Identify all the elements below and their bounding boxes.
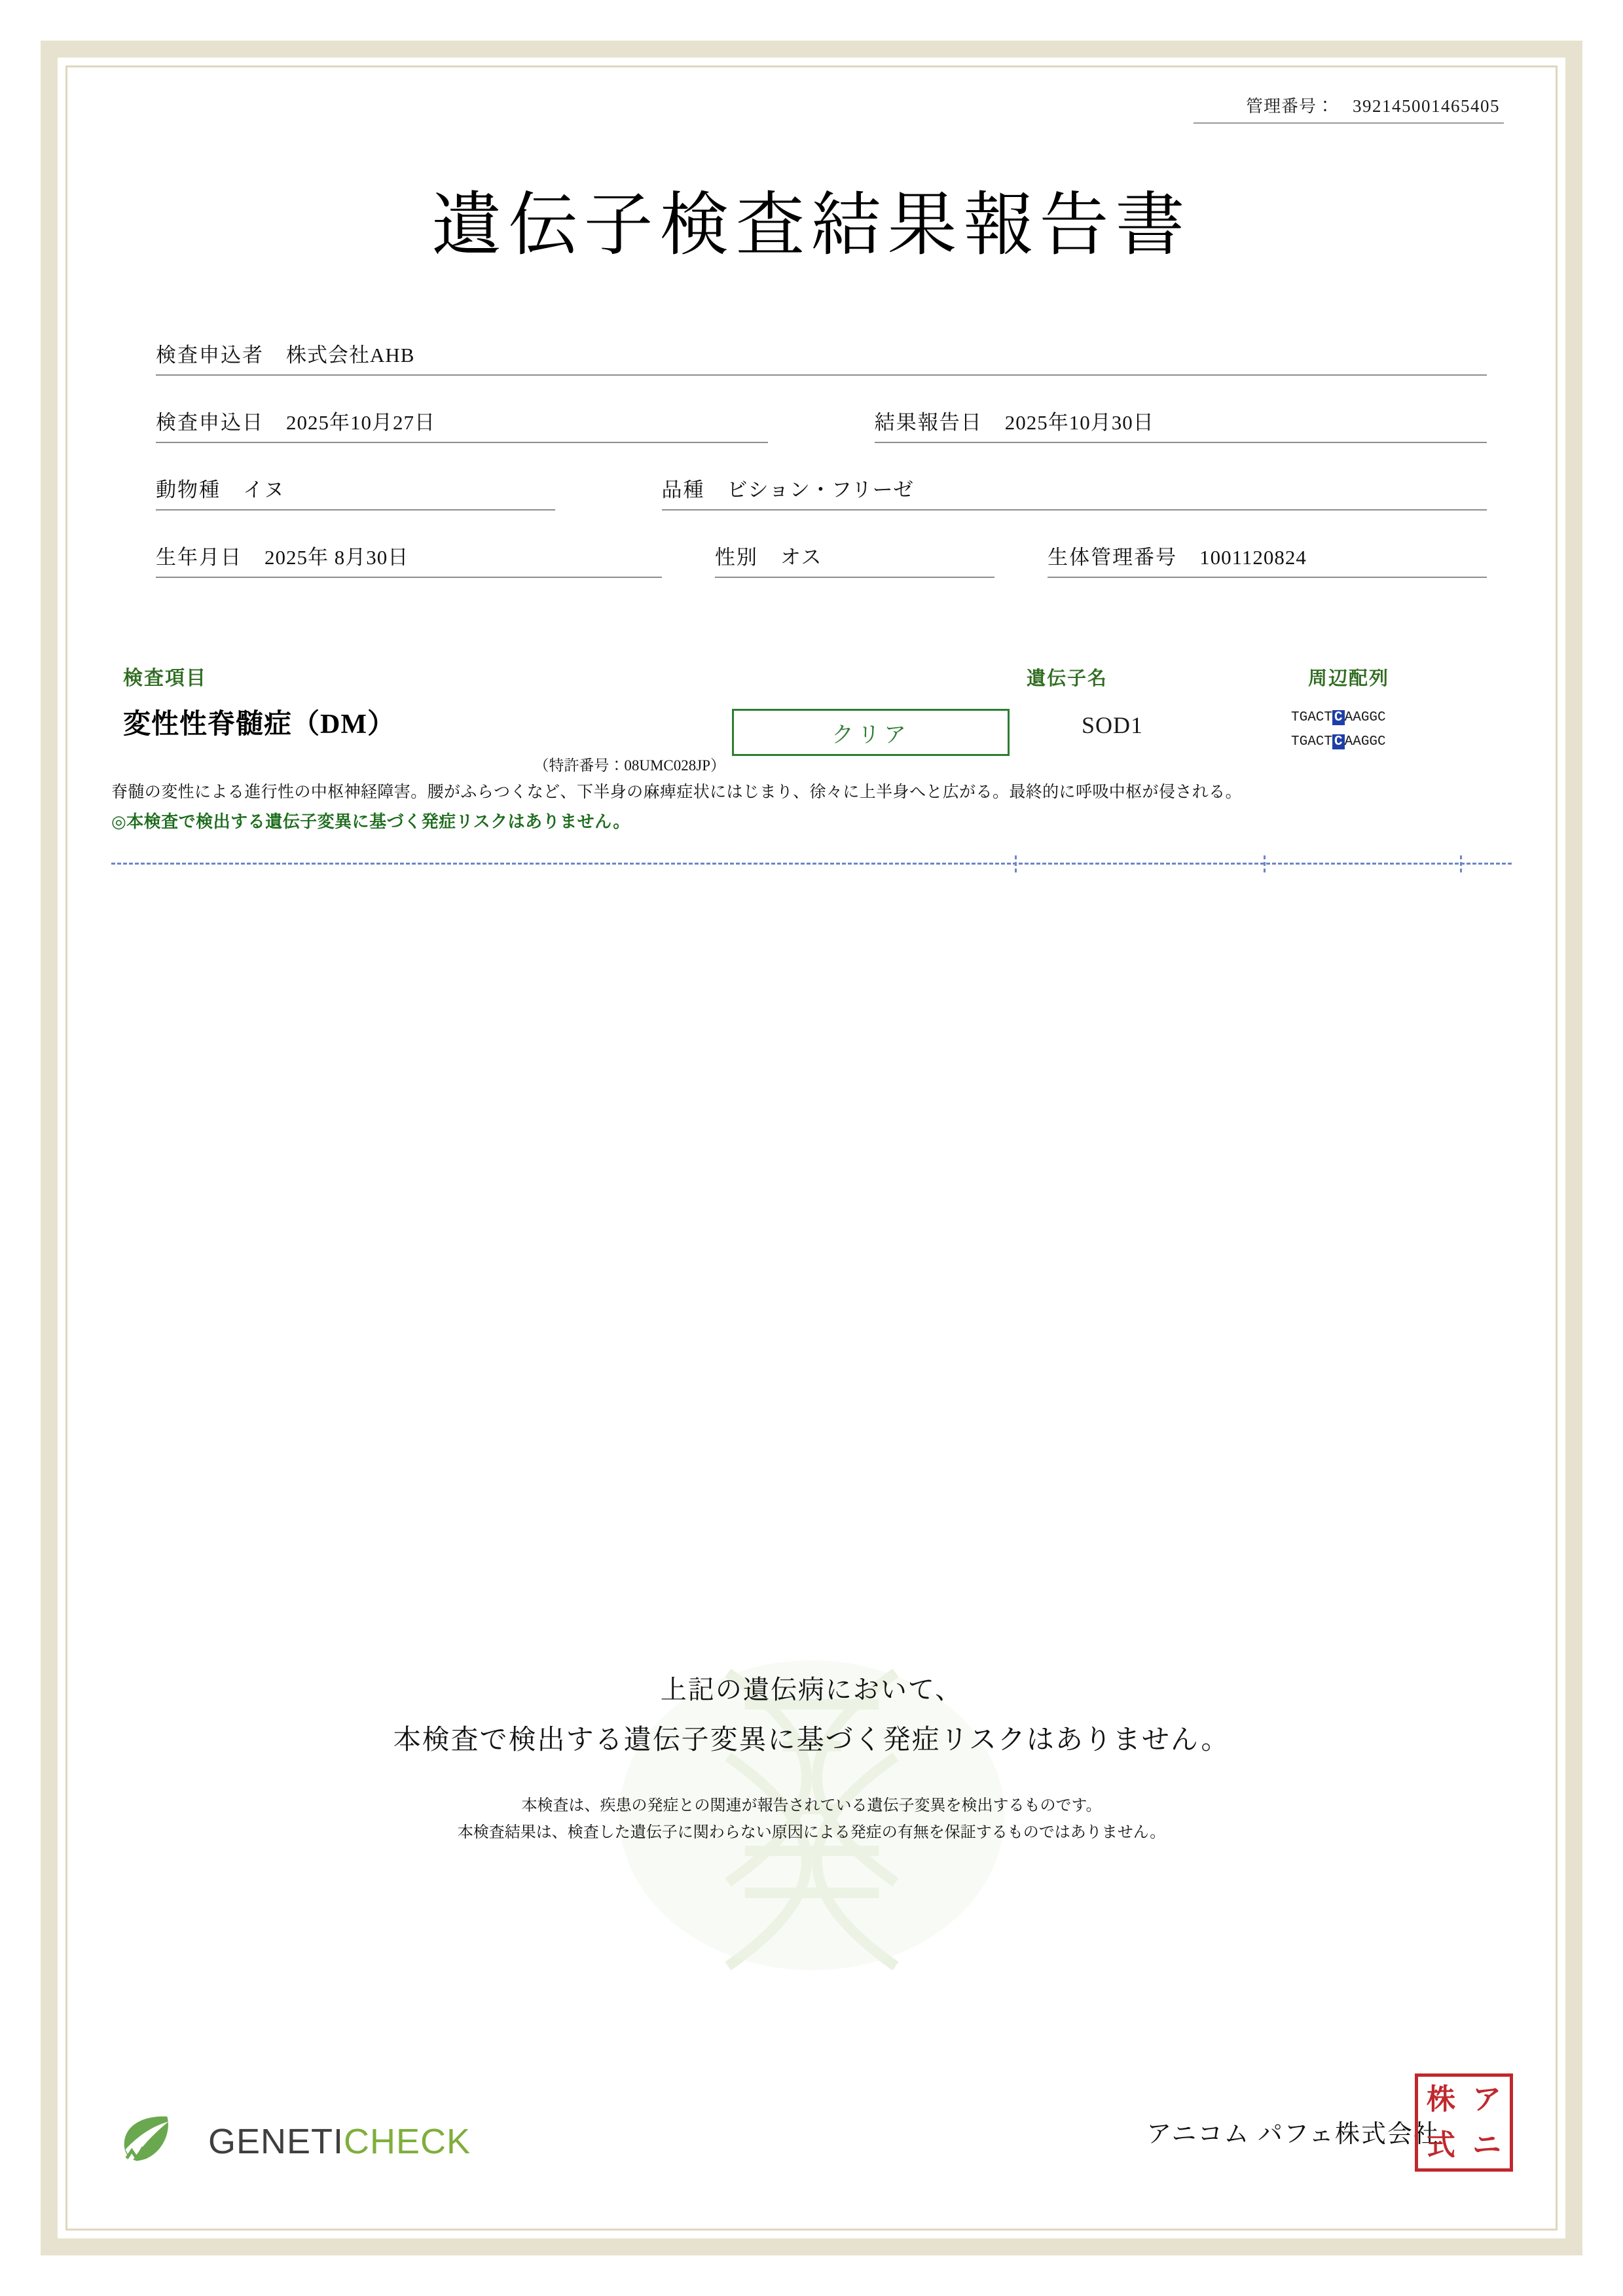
divider-tick-2 — [1264, 855, 1266, 872]
summary-note-line-1: 本検査は、疾患の発症との関連が報告されている遺伝子変異を検出するものです。 — [521, 1797, 1102, 1814]
seq-mutation-1: C — [1332, 710, 1345, 725]
info-row-birth — [156, 541, 1487, 578]
summary-line-1: 上記の遺伝病において、 — [660, 1676, 963, 1704]
summary-block — [105, 1669, 1518, 1846]
info-row-applicant — [156, 338, 1487, 376]
risk-note: ◎本検査で検出する遺伝子変異に基づく発症リスクはありません。 — [111, 812, 630, 831]
logo-wordmark — [208, 2121, 471, 2162]
company-seal — [1415, 2073, 1513, 2172]
seal-char-3: 式 — [1427, 2129, 1455, 2161]
disease-description: 脊髄の変性による進行性の中枢神経障害。腰がふらつくなど、下半身の麻痺症状にはじまり、徐々に上半身へと広がる。最終的に呼吸中枢が侵される。 — [111, 783, 1242, 801]
divider-tick-3 — [1460, 855, 1462, 872]
report-date-label: 結果報告日 — [874, 411, 983, 434]
field-sex — [715, 541, 994, 578]
section-divider — [111, 863, 1512, 865]
sequence-cell — [1291, 710, 1386, 759]
header-sequence: 周辺配列 — [1308, 668, 1390, 689]
seal-char-2: ア — [1472, 2083, 1501, 2115]
control-number-row — [105, 93, 1518, 124]
patent-number: （特許番号：08UMC028JP） — [534, 757, 725, 774]
breed-label: 品種 — [661, 478, 705, 501]
disease-name: 変性性脊髄症（DM） — [123, 709, 395, 740]
apply-date-label: 検査申込日 — [156, 411, 264, 434]
info-row-species — [156, 473, 1487, 511]
disease-cell — [123, 702, 732, 775]
summary-note — [105, 1793, 1518, 1846]
company-name: アニコム パフェ株式会社 — [1146, 2121, 1440, 2148]
birth-date-label: 生年月日 — [156, 546, 242, 569]
control-number-value: 392145001465405 — [1353, 96, 1500, 116]
results-table-header — [105, 662, 1518, 691]
page-title: 遺伝子検査結果報告書 — [431, 187, 1192, 264]
seal-char-1: 株 — [1427, 2083, 1455, 2115]
sequence-line-1 — [1291, 710, 1386, 725]
breed-value: ビション・フリーゼ — [727, 478, 915, 501]
field-report-date — [875, 406, 1487, 443]
species-value: イヌ — [243, 478, 285, 501]
report-date-value: 2025年10月30日 — [1004, 411, 1154, 434]
field-breed — [662, 473, 1487, 511]
document-content — [105, 79, 1518, 2217]
control-number-box — [1194, 93, 1504, 124]
result-text: クリア — [831, 723, 910, 747]
applicant-value: 株式会社AHB — [286, 344, 415, 367]
field-animal-id — [1048, 541, 1487, 578]
logo-text-2: CHECK — [344, 2122, 471, 2161]
sex-label: 性別 — [714, 546, 758, 569]
animal-id-value: 1001120824 — [1199, 546, 1307, 569]
geneticheck-logo — [118, 2111, 471, 2172]
species-label: 動物種 — [156, 478, 221, 501]
logo-text-1: GENETI — [208, 2122, 344, 2161]
leaf-logo-icon — [118, 2111, 194, 2172]
sequence-line-2 — [1291, 734, 1386, 749]
animal-id-label: 生体管理番号 — [1048, 546, 1178, 569]
table-row — [105, 691, 1518, 775]
header-gene-name: 遺伝子名 — [1027, 668, 1108, 689]
seq-suffix-2: AAGGC — [1344, 734, 1386, 749]
result-badge — [732, 709, 1010, 756]
birth-date-value: 2025年 8月30日 — [264, 546, 409, 569]
field-birth-date — [156, 541, 662, 578]
sex-value: オス — [780, 546, 822, 569]
field-species — [156, 473, 555, 511]
field-applicant — [156, 338, 1487, 376]
control-number-label: 管理番号： — [1245, 97, 1334, 116]
summary-line-2: 本検査で検出する遺伝子変異に基づく発症リスクはありません。 — [393, 1724, 1230, 1755]
summary-note-line-2: 本検査結果は、検査した遺伝子に関わらない原因による発症の有無を保証するものではありません。 — [457, 1823, 1166, 1841]
apply-date-value: 2025年10月27日 — [286, 411, 435, 434]
seal-char-4: ニ — [1472, 2129, 1501, 2161]
field-apply-date — [156, 406, 768, 443]
seq-mutation-2: C — [1332, 734, 1345, 749]
divider-tick-1 — [1015, 855, 1017, 872]
info-row-dates — [156, 406, 1487, 443]
seq-suffix-1: AAGGC — [1344, 710, 1386, 725]
applicant-label: 検査申込者 — [156, 344, 264, 367]
gene-name: SOD1 — [1082, 712, 1144, 738]
page-footer — [105, 2060, 1518, 2178]
header-test-item: 検査項目 — [123, 668, 207, 689]
seq-prefix-2: TGACT — [1291, 734, 1333, 749]
applicant-info-block — [105, 338, 1518, 578]
seq-prefix-1: TGACT — [1291, 710, 1333, 725]
